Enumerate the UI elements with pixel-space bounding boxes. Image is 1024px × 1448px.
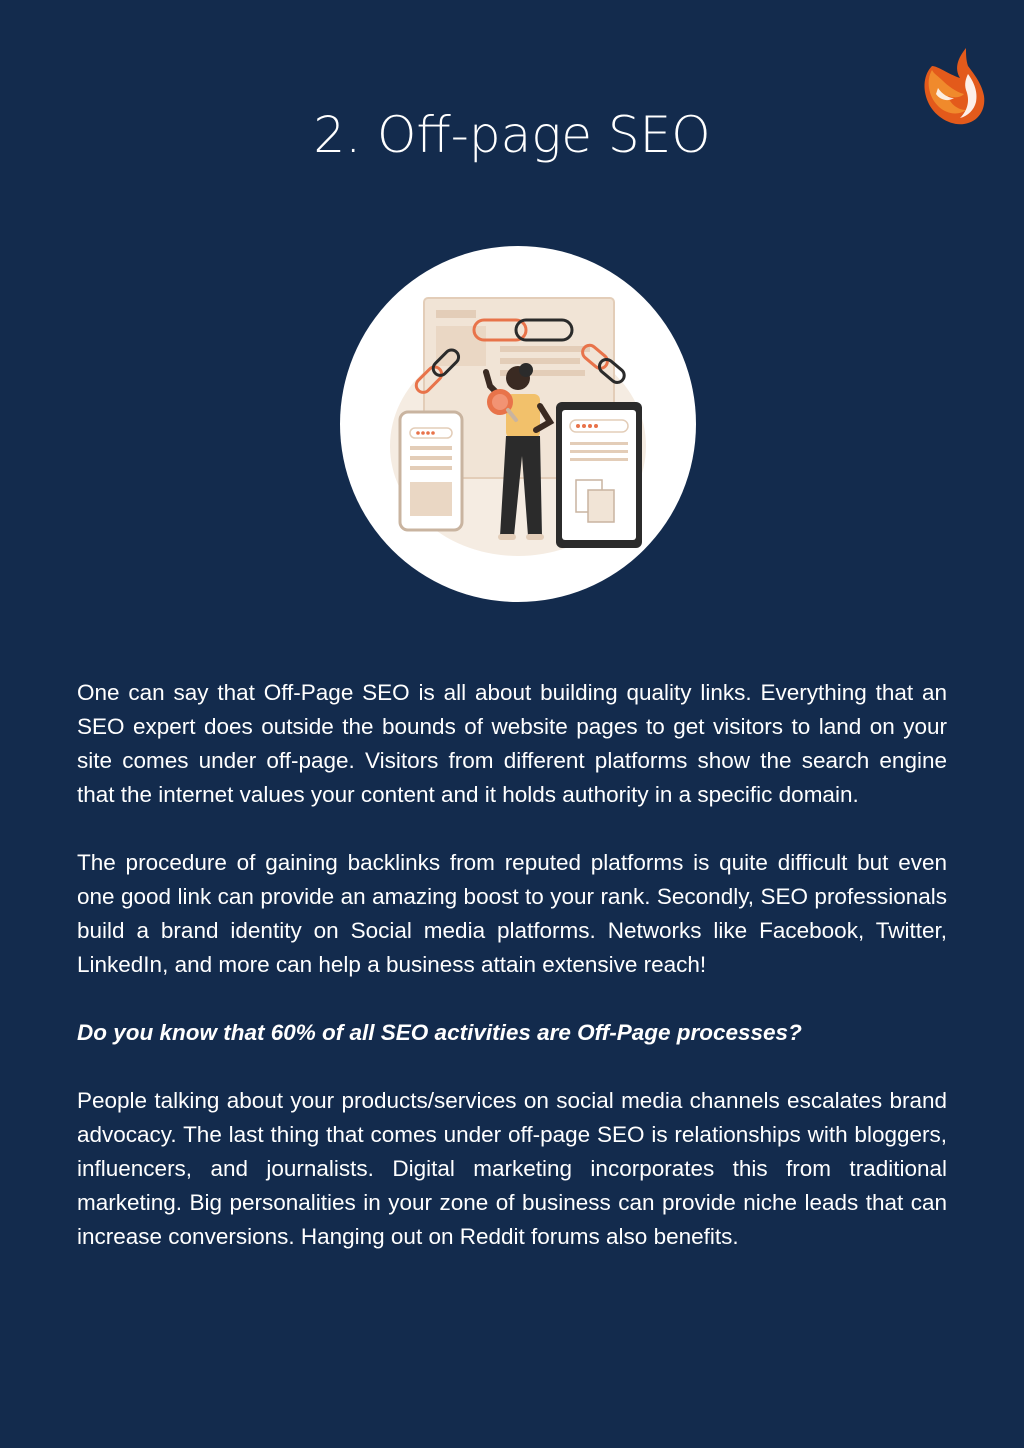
paragraph-relationships: People talking about your products/services on social media channels escalates brand advocacy. The last thing that comes under off-page SEO is relationships with bloggers, influencers, and journalists. Digital marketing incorporates this from traditional marketing. Big personalities in your zone of business can provide niche leads that can increase conversions. Hanging out on Reddit forums also benefits. (77, 1088, 947, 1249)
seo-link-building-illustration-icon (340, 246, 696, 602)
illustration-graphic (340, 246, 696, 602)
article-body (77, 676, 947, 1288)
highlight-fact: Do you know that 60% of all SEO activities are Off-Page processes? (77, 1020, 802, 1045)
paragraph-intro: One can say that Off-Page SEO is all about building quality links. Everything that an SEO expert does outside the bounds of website pages to get visitors to land on your site comes under off-page. Visitors from different platforms show the search engine that the internet values your content and it holds authority in a specific domain. (77, 680, 947, 807)
page-title: 2. Off-page SEO (313, 106, 711, 164)
paragraph-backlinks: The procedure of gaining backlinks from reputed platforms is quite difficult but even one good link can provide an amazing boost to your rank. Secondly, SEO professionals build a brand identity on Social media platforms. Networks like Facebook, Twitter, LinkedIn, and more can help a business attain extensive reach! (77, 850, 947, 977)
